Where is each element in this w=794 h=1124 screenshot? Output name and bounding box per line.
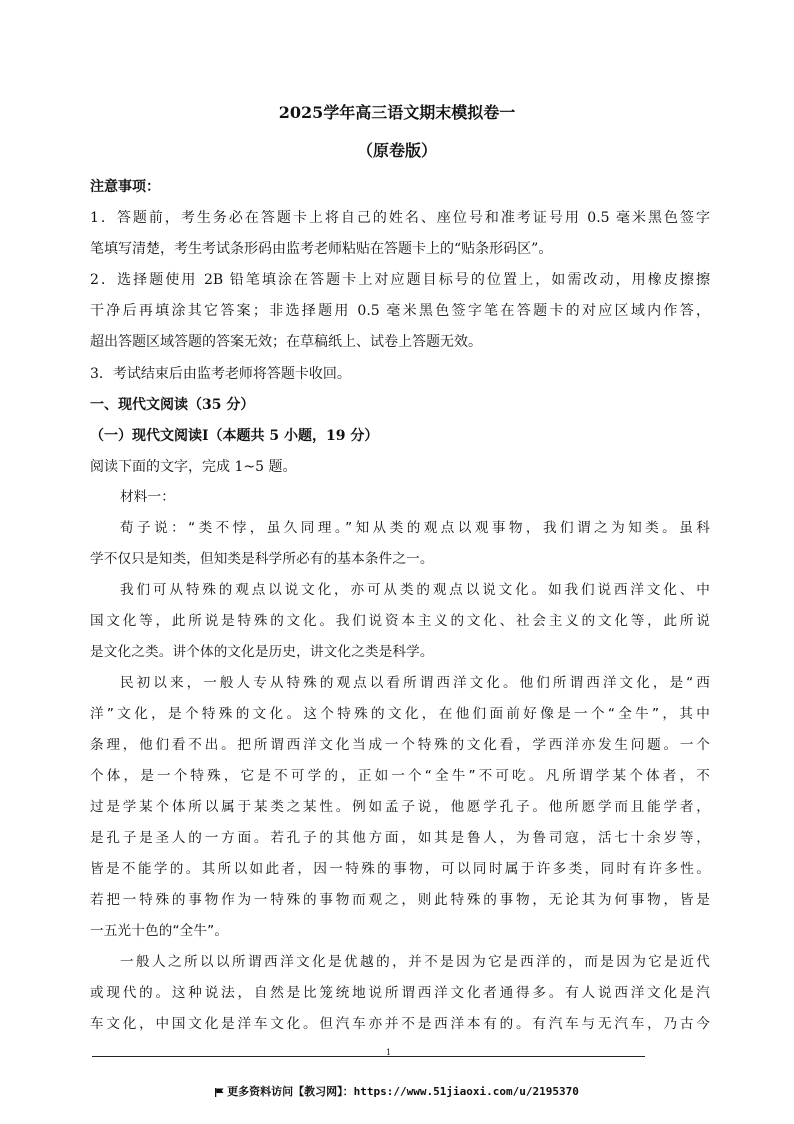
section-subheading: （一）现代文阅读Ⅰ（本题共 5 小题，19 分） <box>90 428 379 444</box>
body-line: 皆是不能学的。其所以如此者，因一特殊的事物，可以同时属于许多类，同时有许多性。 <box>90 861 710 877</box>
notice-line: 3．考试结束后由监考老师将答题卡收回。 <box>90 366 351 382</box>
body-line: 一五光十色的“全牛”。 <box>90 923 229 939</box>
body-line: 洋”文化，是个特殊的文化。这个特殊的文化，在他们面前好像是一个“全牛”，其中 <box>90 706 710 722</box>
body-line: 若把一特殊的事物作为一特殊的事物而观之，则此特殊的事物，无论其为何事物，皆是 <box>90 892 710 908</box>
notice-line: 干净后再填涂其它答案；非选择题用 0.5 毫米黑色签字笔在答题卡的对应区域内作答， <box>90 303 710 319</box>
notice-line: 笔填写清楚，考生考试条形码由监考老师粘贴在答题卡上的“贴条形码区”。 <box>90 241 553 257</box>
body-line: 学不仅只是知类，但知类是科学所必有的基本条件之一。 <box>90 551 434 567</box>
flag-icon <box>215 1088 224 1097</box>
page-number: 1 <box>386 1048 392 1057</box>
footer-divider <box>92 1056 645 1057</box>
body-line: 民初以来，一般人专从特殊的观点以看所谓西洋文化。他们所谓西洋文化，是“西 <box>120 675 710 691</box>
body-line: 车文化，中国文化是洋车文化。但汽车亦并不是西洋本有的。有汽车与无汽车，乃古今 <box>90 1016 710 1032</box>
body-line: 一般人之所以以所谓西洋文化是优越的，并不是因为它是西洋的，而是因为它是近代 <box>120 954 710 970</box>
notice-line: 2．选择题使用 2B 铅笔填涂在答题卡上对应题目标号的位置上，如需改动，用橡皮擦擦 <box>90 272 710 288</box>
body-line: 是孔子是圣人的一方面。若孔子的其他方面，如其是鲁人，为鲁司寇，活七十余岁等， <box>90 830 710 846</box>
body-line: 是文化之类。讲个体的文化是历史，讲文化之类是科学。 <box>90 644 434 660</box>
body-line: 个体，是一个特殊，它是不可学的，正如一个“全牛”不可吃。凡所谓学某个体者，不 <box>90 768 710 784</box>
notice-heading: 注意事项： <box>90 179 160 195</box>
reading-instruction: 阅读下面的文字，完成 1~5 题。 <box>90 459 297 475</box>
body-line: 荀子说：“类不悖，虽久同理。”知从类的观点以观事物，我们谓之为知类。虽科 <box>120 520 710 536</box>
banner-text: 更多资料访问【教习网】：https://www.51jiaoxi.com/u/2195370 <box>227 1085 579 1098</box>
notice-line: 1．答题前，考生务必在答题卡上将自己的姓名、座位号和准考证号用 0.5 毫米黑色签字 <box>90 210 710 226</box>
body-line: 我们可从特殊的观点以说文化，亦可从类的观点以说文化。如我们说西洋文化、中 <box>120 582 710 598</box>
notice-line: 超出答题区域答题的答案无效；在草稿纸上、试卷上答题无效。 <box>90 334 482 350</box>
body-line: 国文化等，此所说是特殊的文化。我们说资本主义的文化、社会主义的文化等，此所说 <box>90 613 710 629</box>
material-label: 材料一： <box>120 489 175 505</box>
resource-banner[interactable] <box>0 1083 794 1099</box>
exam-title: 2025学年高三语文期末模拟卷一 <box>278 103 516 122</box>
body-line: 或现代的。这种说法，自然是比笼统地说所谓西洋文化者通得多。有人说西洋文化是汽 <box>90 985 710 1001</box>
section-heading: 一、现代文阅读（35 分） <box>90 397 255 413</box>
body-line: 过是学某个体所以属于某类之某性。例如孟子说，他愿学孔子。他所愿学而且能学者， <box>90 799 710 815</box>
exam-subtitle: （原卷版） <box>356 141 437 160</box>
body-line: 条理，他们看不出。把所谓西洋文化当成一个特殊的文化看，学西洋亦发生问题。一个 <box>90 737 710 753</box>
